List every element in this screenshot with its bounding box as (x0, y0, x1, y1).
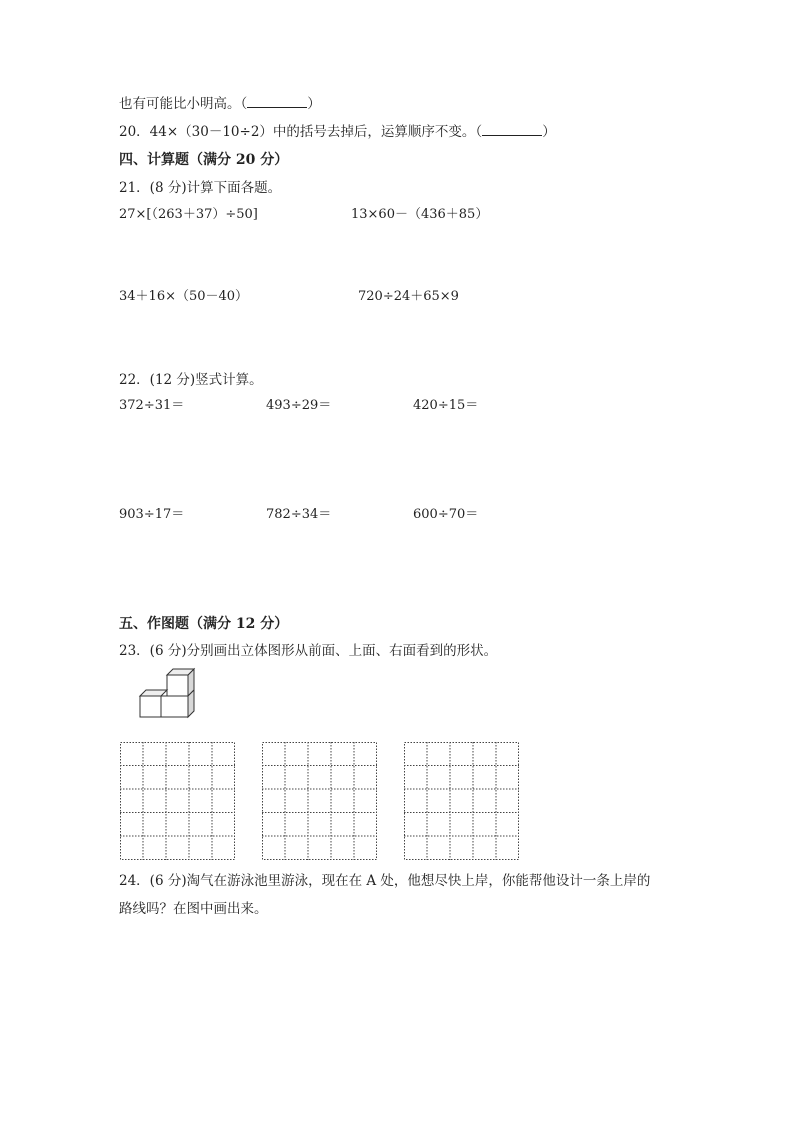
q21-expr-4: 720÷24＋65×9 (358, 289, 459, 304)
q22-expr-6: 600÷70＝ (413, 507, 479, 522)
q23-title: 23．(6 分)分别画出立体图形从前面、上面、右面看到的形状。 (119, 643, 498, 659)
q19-tail: 也有可能比小明高。（ ） (119, 96, 321, 112)
answer-blank-20[interactable] (482, 123, 542, 136)
section-4-title: 四、计算题（满分 20 分） (119, 152, 289, 168)
drawing-grid-top[interactable] (262, 742, 377, 860)
drawing-grid-front[interactable] (120, 742, 235, 860)
cube-figure (135, 668, 205, 730)
q24-line-1: 24．(6 分)淘气在游泳池里游泳，现在在 A 处，他想尽快上岸，你能帮他设计一条上岸的 (119, 873, 651, 889)
q21-expr-3: 34＋16×（50－40） (119, 289, 249, 304)
q24-line-2: 路线吗？在图中画出来。 (119, 901, 268, 917)
q21-expr-2: 13×60－（436＋85） (351, 207, 489, 222)
section-5-title: 五、作图题（满分 12 分） (119, 616, 289, 632)
drawing-grid-right[interactable] (404, 742, 519, 860)
q22-expr-2: 493÷29＝ (266, 398, 332, 413)
q22-expr-1: 372÷31＝ (119, 398, 185, 413)
q22-expr-5: 782÷34＝ (266, 507, 332, 522)
q21-title: 21．(8 分)计算下面各题。 (119, 180, 282, 196)
answer-blank-19[interactable] (247, 95, 307, 108)
q22-expr-3: 420÷15＝ (413, 398, 479, 413)
q22-expr-4: 903÷17＝ (119, 507, 185, 522)
q22-title: 22．(12 分)竖式计算。 (119, 372, 263, 388)
q20: 20．44×（30－10÷2）中的括号去掉后，运算顺序不变。（ ） (119, 124, 556, 140)
q21-expr-1: 27×[（263＋37）÷50] (119, 207, 258, 222)
